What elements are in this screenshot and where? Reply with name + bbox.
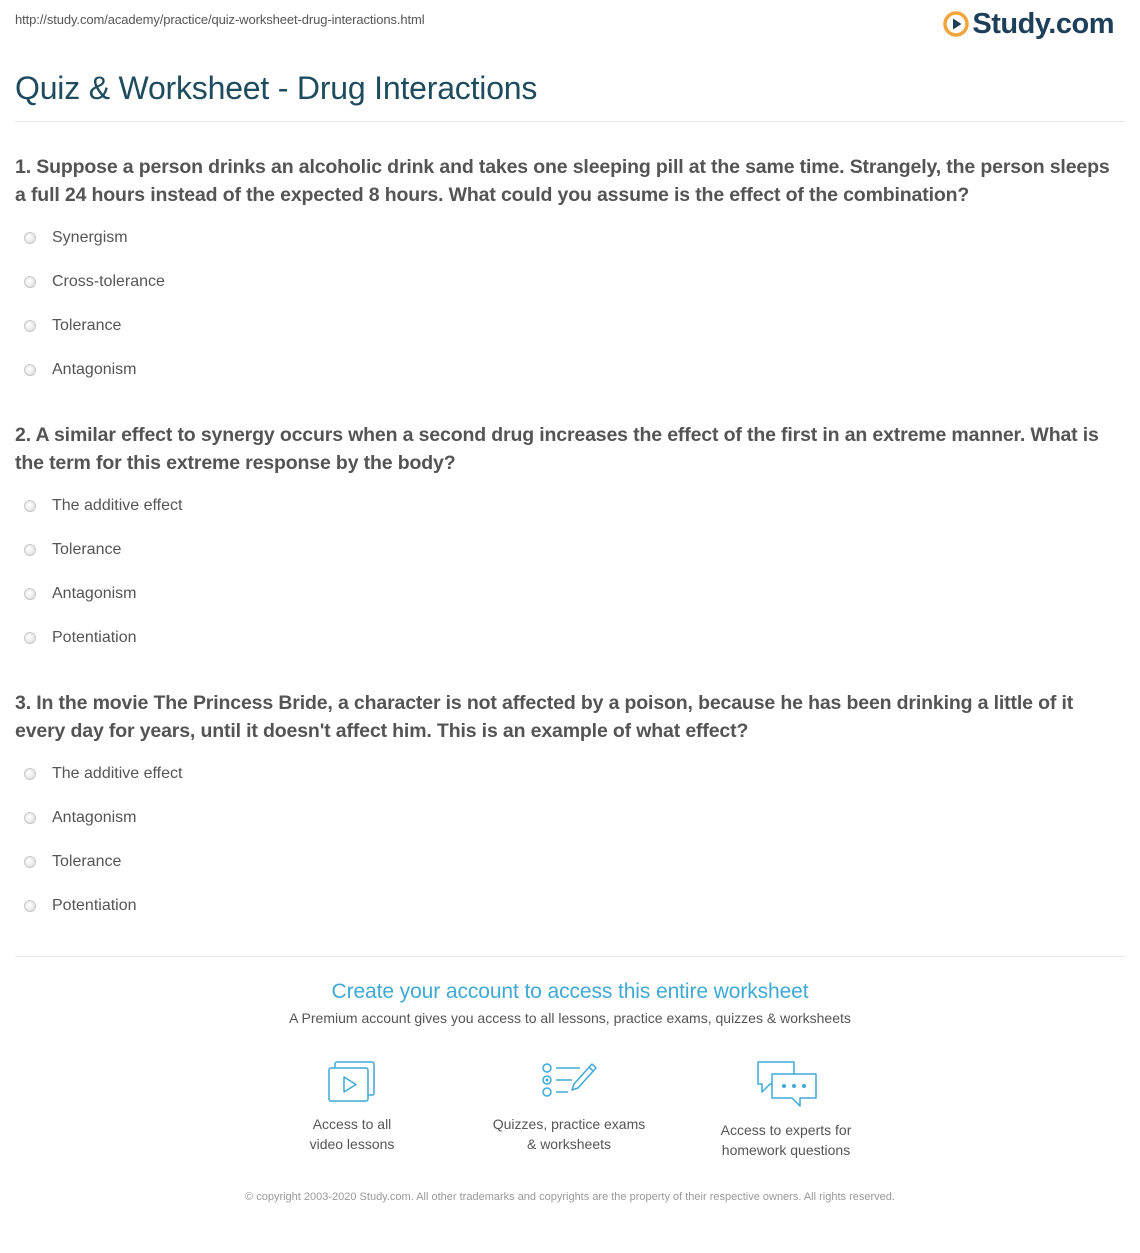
feature-experts xyxy=(686,1060,886,1160)
option-label: Antagonism xyxy=(52,809,137,826)
radio-button[interactable] xyxy=(24,276,36,288)
answer-option[interactable] xyxy=(20,884,182,928)
feature-line: & worksheets xyxy=(526,1136,612,1152)
answer-option[interactable] xyxy=(20,840,182,884)
radio-button[interactable] xyxy=(24,232,36,244)
radio-button[interactable] xyxy=(24,812,36,824)
answer-option[interactable] xyxy=(20,796,182,840)
video-lessons-icon xyxy=(326,1060,378,1104)
study-logo[interactable] xyxy=(943,7,1114,41)
cta-divider xyxy=(15,956,1125,957)
answer-option[interactable] xyxy=(20,260,165,304)
radio-button[interactable] xyxy=(24,856,36,868)
feature-video-lessons xyxy=(252,1060,452,1154)
option-label: Cross-tolerance xyxy=(52,273,165,290)
answer-option[interactable] xyxy=(20,528,182,572)
option-label: Tolerance xyxy=(52,317,122,334)
play-logo-icon xyxy=(943,11,969,37)
question-1-options xyxy=(20,216,165,392)
question-2-options xyxy=(20,484,182,660)
option-label: Tolerance xyxy=(52,853,122,870)
option-label: Antagonism xyxy=(52,585,137,602)
option-label: Potentiation xyxy=(52,897,137,914)
feature-line: video lessons xyxy=(309,1136,395,1152)
option-label: Potentiation xyxy=(52,629,137,646)
feature-line: Access to experts for xyxy=(720,1122,852,1138)
answer-option[interactable] xyxy=(20,572,182,616)
logo-text: Study.com xyxy=(972,7,1114,40)
feature-line: Access to all xyxy=(312,1116,392,1132)
header-bar xyxy=(0,0,1140,50)
page-url: http://study.com/academy/practice/quiz-worksheet-drug-interactions.html xyxy=(15,12,425,27)
question-2: 2. A similar effect to synergy occurs when a second drug increases the effect of the first in an extreme manner. What is the term for this extreme response by the body? xyxy=(15,424,1099,474)
option-label: The additive effect xyxy=(52,765,183,782)
answer-option[interactable] xyxy=(20,484,182,528)
radio-button[interactable] xyxy=(24,900,36,912)
question-3: 3. In the movie The Princess Bride, a character is not affected by a poison, because he has been drinking a little of it every day for years, until it doesn't affect him. This is an example of what effect? xyxy=(15,692,1074,742)
option-label: Tolerance xyxy=(52,541,122,558)
answer-option[interactable] xyxy=(20,304,165,348)
page-title: Quiz & Worksheet - Drug Interactions xyxy=(15,70,538,106)
question-1: 1. Suppose a person drinks an alcoholic drink and takes one sleeping pill at the same time. Strangely, the person sleeps a full 24 hours instead of the expected 8 hours. What could you assume is the effect of the combination? xyxy=(15,156,1110,206)
radio-button[interactable] xyxy=(24,320,36,332)
answer-option[interactable] xyxy=(20,216,165,260)
copyright-notice: © copyright 2003-2020 Study.com. All other trademarks and copyrights are the property of their respective owners. All rights reserved. xyxy=(245,1191,895,1203)
title-divider xyxy=(15,121,1125,122)
radio-button[interactable] xyxy=(24,588,36,600)
feature-quizzes xyxy=(469,1060,669,1154)
answer-option[interactable] xyxy=(20,752,182,796)
feature-line: homework questions xyxy=(721,1142,851,1158)
answer-option[interactable] xyxy=(20,348,165,392)
chat-bubbles-icon xyxy=(754,1060,818,1110)
radio-button[interactable] xyxy=(24,544,36,556)
radio-button[interactable] xyxy=(24,500,36,512)
radio-button[interactable] xyxy=(24,632,36,644)
cta-subtitle: A Premium account gives you access to all lessons, practice exams, quizzes & worksheets xyxy=(289,1010,851,1026)
feature-line: Quizzes, practice exams xyxy=(492,1116,646,1132)
option-label: The additive effect xyxy=(52,497,183,514)
radio-button[interactable] xyxy=(24,768,36,780)
question-3-options xyxy=(20,752,182,928)
answer-option[interactable] xyxy=(20,616,182,660)
option-label: Antagonism xyxy=(52,361,137,378)
create-account-link[interactable]: Create your account to access this entire worksheet xyxy=(331,980,809,1003)
option-label: Synergism xyxy=(52,229,128,246)
radio-button[interactable] xyxy=(24,364,36,376)
quiz-checklist-icon xyxy=(540,1060,598,1104)
